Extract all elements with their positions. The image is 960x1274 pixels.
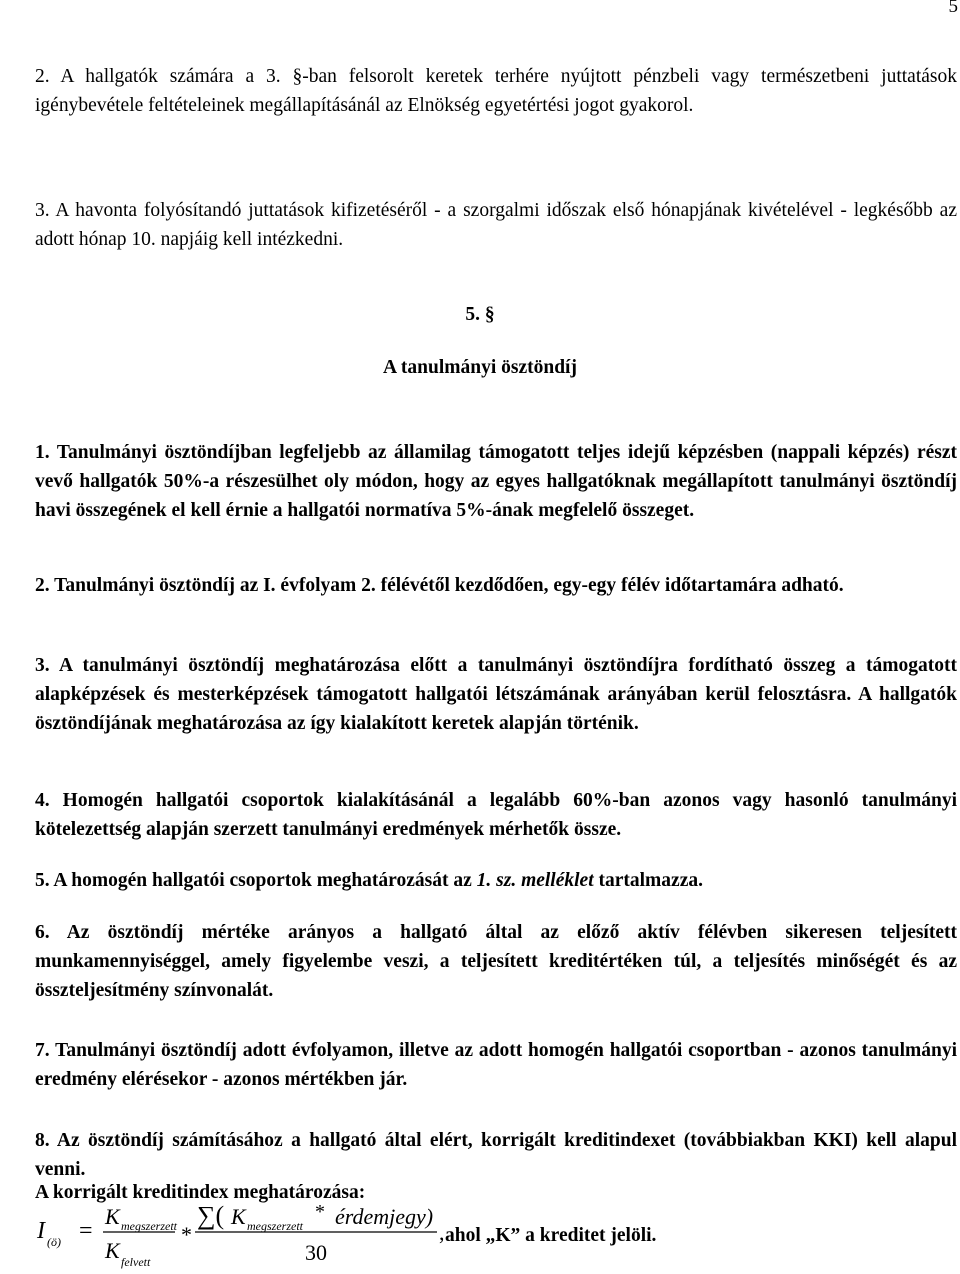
formula-K-denominator: K <box>105 1238 120 1263</box>
paragraph-top-3: 3. A havonta folyósítandó juttatások kifizetéséről - a szorgalmi időszak első hónapjának kivételével - legkésőbb az adott hónap 10. napjáig kell intézkedni. <box>35 200 957 250</box>
section-title: A tanulmányi ösztöndíj <box>383 357 577 378</box>
paragraph-3: 3. A tanulmányi ösztöndíj meghatározása előtt a tanulmányi ösztöndíjra fordítható összeg a támogatott alapképzések és mesterképzések támogatott hallgatói létszámának arányában kerül felosztásra. A hallgatók ösztöndíjának meghatározása az így kialakított keretek alapján történik. <box>35 655 957 734</box>
paragraph-2: 2. Tanulmányi ösztöndíj az I. évfolyam 2. félévétől kezdődően, egy-egy félév időtartamára adható. <box>35 575 844 596</box>
paragraph-7: 7. Tanulmányi ösztöndíj adott évfolyamon, illetve az adott homogén hallgatói csoportban - azonos tanulmányi eredmény elérésekor - azonos mértékben jár. <box>35 1040 957 1090</box>
paragraph-5 <box>35 866 957 895</box>
formula-times-2: * <box>315 1201 325 1223</box>
paragraph-1: 1. Tanulmányi ösztöndíjban legfeljebb az államilag támogatott teljes idejű képzésben (nappali képzés) részt vevő hallgatók 50%-a részesülhet oly módon, hogy az egyes hallgatóknak megállapított tanulmányi ösztöndíj havi összegének el kell érnie a hallgatói normatíva 5%-ának megfelelő összeget. <box>35 442 957 521</box>
formula-svg <box>35 1194 475 1274</box>
formula-sub-megszerzett-1: megszerzett <box>121 1219 177 1233</box>
formula-K-numerator: K <box>105 1204 120 1229</box>
formula-I: I <box>37 1218 45 1244</box>
paragraph-4: 4. Homogén hallgatói csoportok kialakításánál a legalább 60%-ban azonos vagy hasonló tanulmányi kötelezettség alapján szerzett tanulmányi eredmények mérhetők össze. <box>35 790 957 840</box>
formula-erdemjegy: érdemjegy) <box>335 1204 434 1229</box>
formula-sum: ∑( <box>197 1201 225 1230</box>
formula-K-sum: K <box>231 1204 246 1229</box>
paragraph-5-end: tartalmazza. <box>593 870 703 891</box>
formula-I-subscript: (ö) <box>47 1235 61 1249</box>
kki-heading: A korrigált kreditindex meghatározása: <box>35 1182 366 1203</box>
section-number: 5. § <box>465 304 495 325</box>
formula-sub-felvett: felvett <box>121 1255 151 1269</box>
page-number: 5 <box>948 0 958 17</box>
formula-times-1: * <box>181 1222 192 1247</box>
formula-sub-megszerzett-2: megszerzett <box>247 1219 303 1233</box>
paragraph-top-2: 2. A hallgatók számára a 3. §-ban felsorolt keretek terhére nyújtott pénzbeli vagy természetbeni juttatások igénybevétele feltételeinek megállapításánál az Elnökség egyetértési jogot gyakorol. <box>35 66 957 116</box>
formula-note: ahol „K” a kreditet jelöli. <box>445 1225 657 1246</box>
formula-thirty: 30 <box>305 1240 327 1265</box>
paragraph-6: 6. Az ösztöndíj mértéke arányos a hallgató által az előző aktív félévben sikeresen teljesített munkamennyiséggel, amely figyelembe veszi, a teljesített kreditértéken túl, a teljesítés minőségét és az összteljesítmény színvonalát. <box>35 922 957 1001</box>
annex-reference: 1. sz. melléklet <box>476 870 594 891</box>
paragraph-8: 8. Az ösztöndíj számításához a hallgató által elért, korrigált kreditindexet (továbbiakban KKI) kell alapul venni. <box>35 1130 957 1180</box>
formula-comma: , <box>439 1220 445 1245</box>
paragraph-5-start: 5. A homogén hallgatói csoportok meghatározását az <box>35 870 477 891</box>
formula-equals: = <box>79 1218 93 1244</box>
